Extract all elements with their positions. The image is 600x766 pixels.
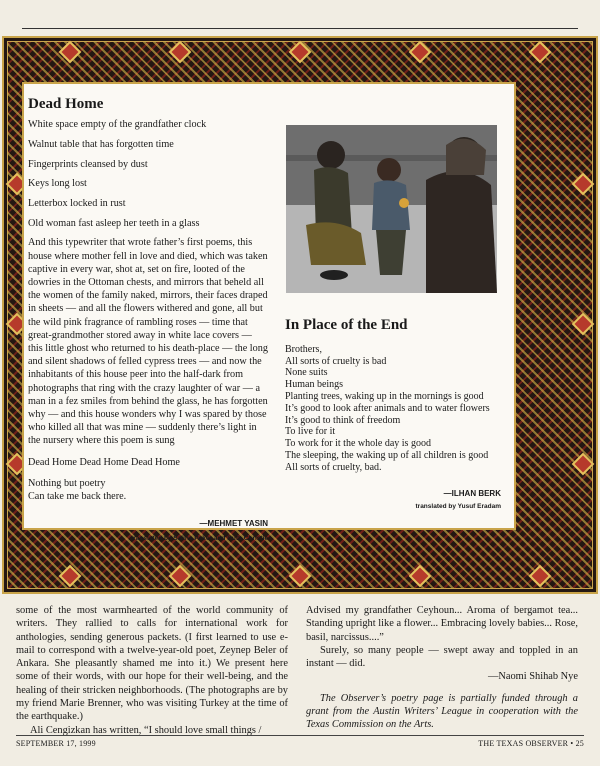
poem-line: The sleeping, the waking up of all children is good xyxy=(285,449,489,461)
poem-translators: translated by Saliha Paker and Ruth Christie xyxy=(131,535,268,543)
photo-illustration xyxy=(286,125,497,293)
article-paragraph: Surely, so many people — swept away and toppled in an instant — did. xyxy=(306,644,578,670)
poem-line: Walnut table that has forgotten time xyxy=(28,138,174,150)
article-column-left xyxy=(16,604,288,737)
poem-line: All sorts of cruelty is bad xyxy=(285,355,387,367)
poem-title: Dead Home xyxy=(28,96,104,112)
poem-line: It’s good to look after animals and to water flowers xyxy=(285,402,490,414)
poem-in-place-of-the-end xyxy=(285,317,501,513)
poem-line: Keys long lost xyxy=(28,178,87,190)
border-medallion xyxy=(409,41,432,64)
poem-author: —MEHMET YASIN xyxy=(199,519,268,529)
poem-line: Human beings xyxy=(285,379,344,391)
poem-translators: translated by Yusuf Eradam xyxy=(415,503,501,511)
earthquake-photo xyxy=(286,125,497,293)
page-footer xyxy=(16,735,584,748)
poem-closing-line: Can take me back there. xyxy=(28,491,127,503)
article-paragraph: Advised my grandfather Ceyhoun... Aroma of bergamot tea... Standing upright like a flower... Embracing lovely babies... Rose, basil, narcissus....” xyxy=(306,605,578,643)
issue-date: SEPTEMBER 17, 1999 xyxy=(16,739,96,748)
border-medallion xyxy=(169,41,192,64)
article-paragraph: Ali Cengizkan has written, “I should love small things / xyxy=(30,724,262,736)
poem-line: Brothers, xyxy=(285,343,322,355)
article-signature: —Naomi Shihab Nye xyxy=(487,671,578,683)
border-medallion xyxy=(59,41,82,64)
top-rule xyxy=(22,28,578,29)
poem-stanza: And this typewriter that wrote father’s first poems, this house where mother fell in love and died, which was taken captive in every war, shot at, set on fire, looted of the dowries in the Ottoman chests, and mirrors that beheld all the women of the family naked, mirrors, their faces draped in sheets — and all the flowers withered and gone, all but the wild pink fragrance of rambling roses — time that great-grandmother stored away in white lace covers — this little ghost who returned to his death-place — the long and silent shadows of felled cypress trees — and now the inhabitants of this house peer into the half-dark from photographs that ring with the crazy laughter of war — a man in a fez smiles from behind the glass, he has forgotten why — and this house wonders why I was spared by those who killed all that was mine — suddenly there’s light in the nursery where this poem is sung xyxy=(28,237,268,447)
poem-line: All sorts of cruelty, bad. xyxy=(285,461,382,473)
border-medallion xyxy=(409,565,432,588)
poem-line: None suits xyxy=(285,367,328,379)
poem-lines xyxy=(285,344,501,474)
article-paragraph: some of the most warmhearted of the world community of writers. They rallied to calls for international work for anthologies, sending generous packets. (I first learned to use e-mail to correspond with a twelve-year-old poet, Zeynep Beler of Ankara. She pleasantly shamed me into it.) We present here some of their words, with our hope for their well-being, and the healing of their stricken neighborhoods. (The photographs are by my friend Marie Brenner, who was visiting Turkey at the time of the earthquake.) xyxy=(16,605,288,723)
border-medallion xyxy=(289,41,312,64)
border-medallion xyxy=(289,565,312,588)
border-medallion xyxy=(572,313,595,336)
poem-line: It’s good to think of freedom xyxy=(285,414,401,426)
poem-line: Fingerprints cleansed by dust xyxy=(28,158,148,170)
poem-line: Letterbox locked in rust xyxy=(28,198,126,210)
border-medallion xyxy=(529,565,552,588)
border-medallion xyxy=(572,173,595,196)
article-column-right xyxy=(306,604,578,732)
poem-refrain: Dead Home Dead Home Dead Home xyxy=(28,456,180,468)
poem-line: White space empty of the grandfather clock xyxy=(28,119,207,131)
poem-line: To live for it xyxy=(285,426,336,438)
border-medallion xyxy=(529,41,552,64)
poem-line: To work for it the whole day is good xyxy=(285,438,431,450)
border-medallion xyxy=(572,453,595,476)
poem-line: Old woman fast asleep her teeth in a glass xyxy=(28,217,200,229)
border-medallion xyxy=(59,565,82,588)
border-medallion xyxy=(169,565,192,588)
poem-dead-home xyxy=(28,98,268,546)
poem-title: In Place of the End xyxy=(285,317,408,333)
magazine-page: THE TEXAS OBSERVER • 25 xyxy=(478,739,584,748)
funding-note: The Observer’s poetry page is partially funded through a grant from the Austin Writers’ League in cooperation with the Texas Commission on the Arts. xyxy=(306,692,578,731)
poem-closing-line: Nothing but poetry xyxy=(28,477,106,489)
poem-line: Planting trees, waking up in the mornings is good xyxy=(285,390,484,402)
poem-author: —ILHAN BERK xyxy=(443,488,501,498)
